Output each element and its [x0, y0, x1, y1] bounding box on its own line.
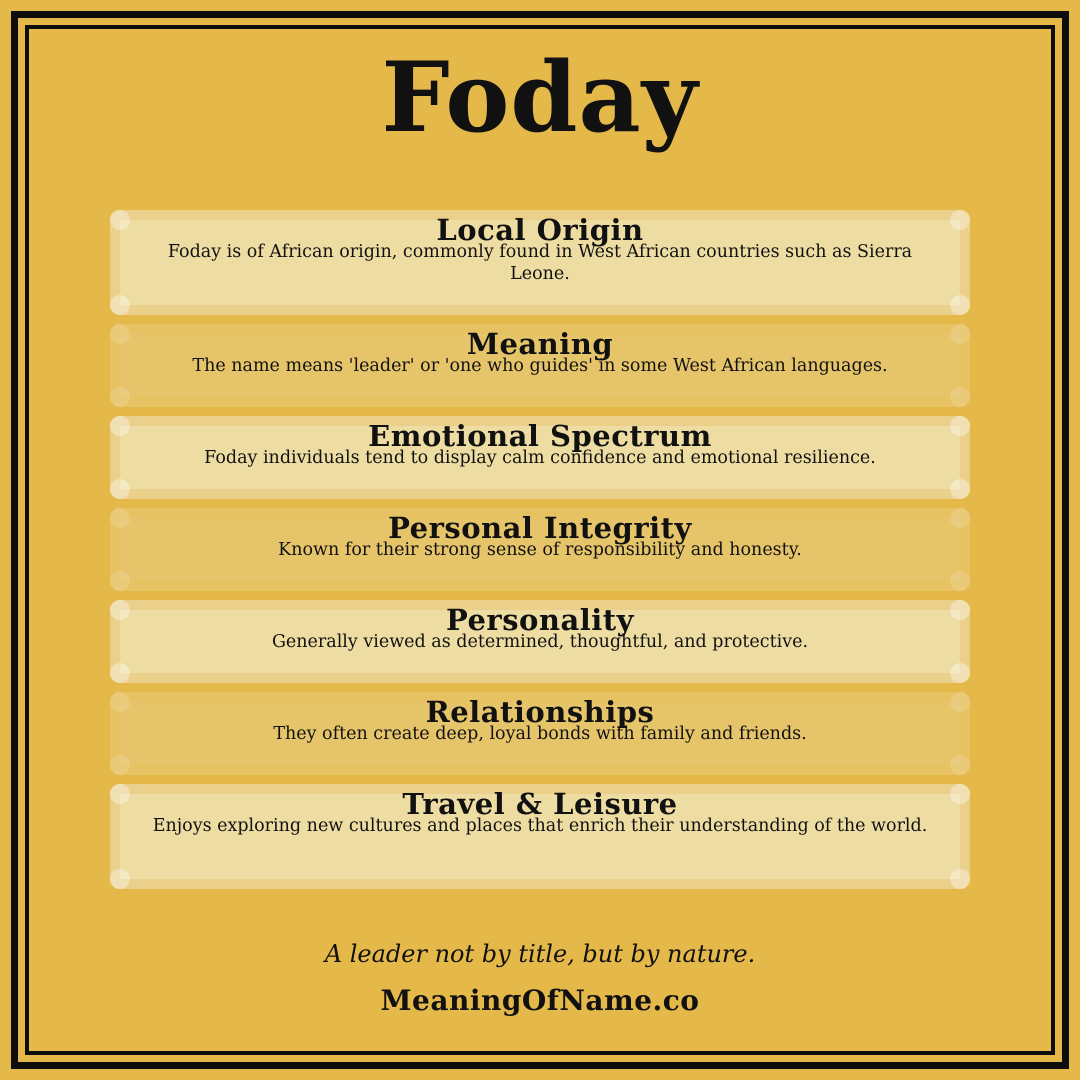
card-text: Generally viewed as determined, thoughtful, and protective.: [271, 632, 809, 652]
card-heading: Personality: [445, 603, 635, 637]
corner-dot: [950, 692, 970, 712]
card-personality: [110, 600, 970, 683]
card-emotional-spectrum: [110, 416, 970, 499]
corner-dot: [110, 600, 130, 620]
corner-dot: [110, 416, 130, 436]
tagline: A leader not by title, but by nature.: [324, 940, 756, 968]
corner-dot: [110, 295, 130, 315]
card-local-origin: [110, 210, 970, 315]
card-text: The name means 'leader' or 'one who guides' in some West African languages.: [192, 356, 888, 376]
corner-dot: [950, 210, 970, 230]
corner-dot: [950, 508, 970, 528]
card-heading: Relationships: [425, 695, 655, 729]
card-heading: Travel & Leisure: [402, 787, 678, 821]
card-heading: Local Origin: [436, 213, 644, 247]
card-meaning: [110, 324, 970, 407]
corner-dot: [110, 508, 130, 528]
corner-dot: [950, 600, 970, 620]
corner-dot: [950, 295, 970, 315]
corner-dot: [950, 571, 970, 591]
brand-name: MeaningOfName.co: [380, 984, 700, 1017]
corner-dot: [110, 571, 130, 591]
corner-dot: [950, 784, 970, 804]
card-text: Foday individuals tend to display calm confidence and emotional resilience.: [204, 448, 876, 468]
card-heading: Meaning: [466, 327, 614, 361]
card-text: Enjoys exploring new cultures and places that enrich their understanding of the world.: [152, 816, 928, 836]
corner-dot: [110, 387, 130, 407]
card-personal-integrity: [110, 508, 970, 591]
corner-dot: [110, 210, 130, 230]
corner-dot: [950, 755, 970, 775]
card-heading: Personal Integrity: [388, 511, 692, 545]
corner-dot: [110, 784, 130, 804]
card-text: Known for their strong sense of responsibility and honesty.: [278, 540, 802, 560]
corner-dot: [110, 692, 130, 712]
corner-dot: [110, 324, 130, 344]
corner-dot: [950, 324, 970, 344]
corner-dot: [950, 663, 970, 683]
corner-dot: [950, 869, 970, 889]
card-text: They often create deep, loyal bonds with family and friends.: [273, 724, 807, 744]
corner-dot: [950, 416, 970, 436]
card-heading: Emotional Spectrum: [368, 419, 712, 453]
corner-dot: [110, 663, 130, 683]
corner-dot: [950, 479, 970, 499]
corner-dot: [950, 387, 970, 407]
card-travel-leisure: [110, 784, 970, 889]
card-text: Foday is of African origin, commonly found in West African countries such as Sierra Leone.: [167, 242, 913, 284]
name-title: Foday: [381, 41, 699, 154]
corner-dot: [110, 755, 130, 775]
corner-dot: [110, 869, 130, 889]
corner-dot: [110, 479, 130, 499]
card-relationships: [110, 692, 970, 775]
